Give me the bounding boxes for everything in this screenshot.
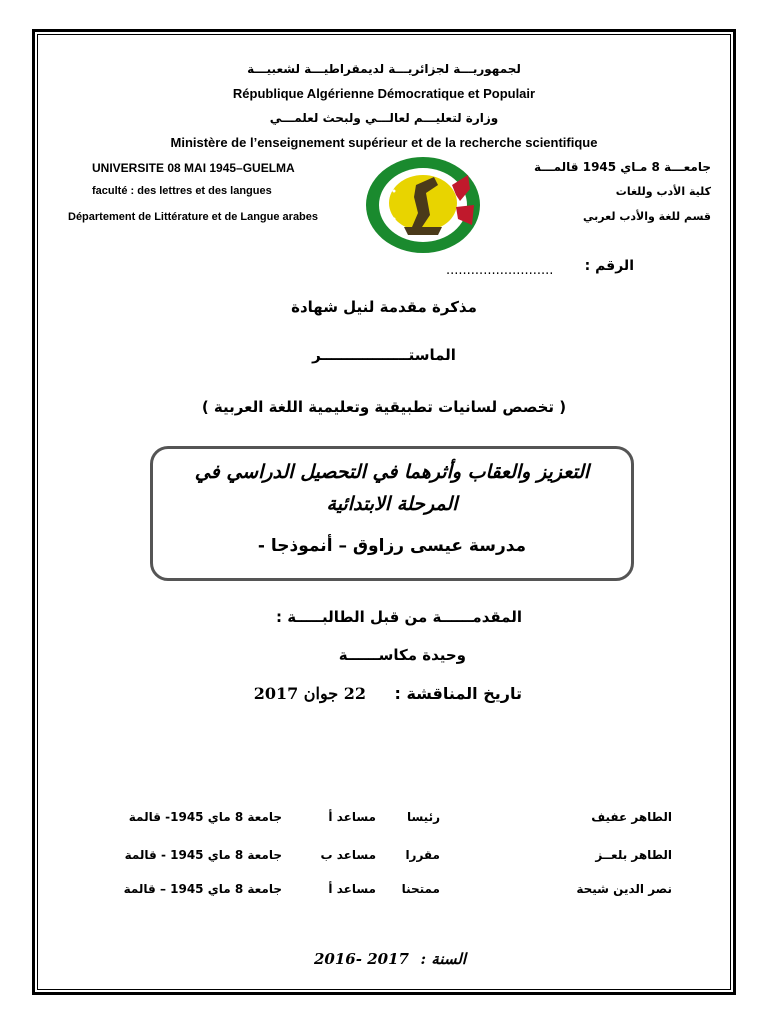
jury-role: رئيسا — [406, 810, 440, 824]
academic-year: 2016- 2017 — [314, 950, 409, 968]
defense-date: 22 جوان 2017 — [253, 684, 366, 703]
reference-label: الرقم : — [584, 258, 634, 274]
specialty: ( تخصص لسانيات تطبيقية وتعليمية اللغة العربية ) — [201, 398, 567, 416]
thesis-title-line-2: المرحلة الابتدائية — [326, 493, 458, 515]
jury-rank: مساعد ب — [320, 848, 376, 862]
jury-name: نصر الدين شيحة — [576, 882, 672, 896]
thesis-title-line-1: التعزيز والعقاب وأثرهما في التحصيل الدراسي في — [194, 461, 590, 483]
jury-role: ممتحنا — [401, 882, 440, 896]
student-name: وحيدة مكاســــــة — [338, 646, 466, 664]
university-emblem-icon — [364, 155, 482, 255]
student-label: المقدمــــــة من قبل الطالبـــــة : — [276, 608, 522, 626]
jury-rank: مساعد أ — [328, 810, 376, 824]
jury-institution: جامعة 8 ماي 1945- قالمة — [128, 810, 282, 824]
jury-name: الطاهر بلعــز — [595, 848, 672, 862]
republic-arabic: لجمهوريـــة لجزائريـــة لديمقراطيـــة لشعبيـــة — [247, 62, 521, 76]
university-name-ar: جامعـــة 8 مـاي 1945 قالمـــة — [534, 160, 711, 174]
thesis-subtitle: مدرسة عيسى رزاوق – أنموذجا - — [257, 536, 527, 556]
faculty-fr: faculté : des lettres et des langues — [92, 185, 272, 197]
department-fr: Département de Littérature et de Langue arabes — [68, 211, 319, 223]
university-name-fr: UNIVERSITE 08 MAI 1945–GUELMA — [92, 161, 295, 175]
defense-date-label: تاريخ المناقشة : — [394, 684, 522, 703]
jury-rank: مساعد أ — [328, 882, 376, 896]
jury-institution: جامعة 8 ماي 1945 – قالمة — [123, 882, 282, 896]
ministry-french: Ministère de l’enseignement supérieur et de la recherche scientifique — [170, 135, 598, 150]
academic-year-label: السنة : — [420, 950, 466, 968]
degree-name: الماستـــــــــــــــــر — [312, 346, 456, 364]
republic-french: République Algérienne Démocratique et Populair — [232, 86, 536, 101]
department-ar: قسم للغة والأدب لعربي — [583, 210, 711, 223]
jury-role: مقررا — [405, 848, 440, 862]
reference-dots: .......................... — [446, 263, 554, 278]
thesis-title — [170, 456, 614, 520]
memo-line: مذكرة مقدمة لنيل شهادة — [291, 298, 477, 316]
jury-name: الطاهر عفيف — [591, 810, 672, 824]
faculty-ar: كلية الأدب وللغات — [615, 185, 711, 198]
ministry-arabic: وزارة لتعليـــم لعالـــي ولبحث لعلمـــي — [269, 111, 499, 125]
jury-institution: جامعة 8 ماي 1945 - قالمة — [124, 848, 282, 862]
